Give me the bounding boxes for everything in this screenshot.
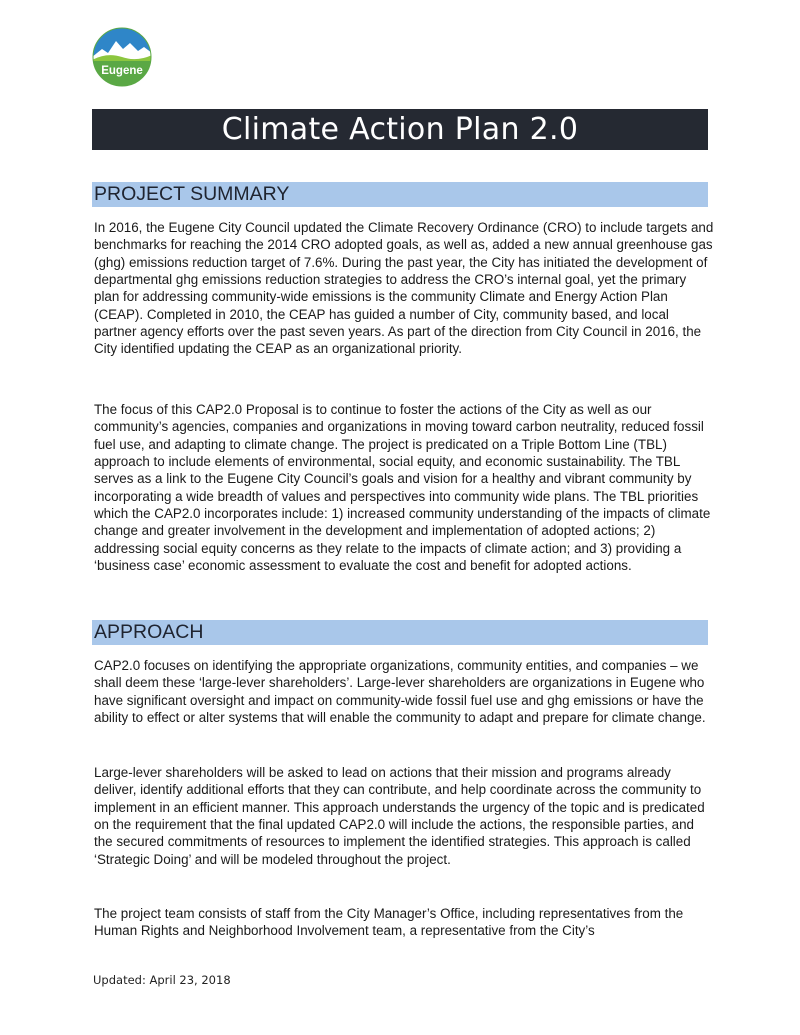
section-heading-project-summary: PROJECT SUMMARY — [92, 182, 708, 207]
logo-text: Eugene — [101, 65, 143, 77]
eugene-logo-icon — [92, 27, 152, 87]
document-title: Climate Action Plan 2.0 — [92, 109, 708, 150]
summary-paragraph-2: The focus of this CAP2.0 Proposal is to continue to foster the actions of the City as well as our community’s agencies, companies and organizations in moving toward carbon neutrality, reduced fossil fuel use, and adapting to climate change. The project is predicated on a Triple Bottom Line (TBL) approach to include elements of environmental, social equity, and economic sustainability. The TBL serves as a link to the Eugene City Council’s goals and vision for a healthy and vibrant community by incorporating a wide breadth of values and perspectives into community wide plans. The TBL priorities which the CAP2.0 incorporates include: 1) increased community understanding of the impacts of climate change and greater involvement in the development and implementation of adopted actions; 2) addressing social equity concerns as they relate to the impacts of climate action; and 3) providing a ‘business case’ economic assessment to evaluate the cost and benefit for adopted actions. — [94, 402, 711, 574]
section-heading-approach: APPROACH — [92, 620, 708, 645]
updated-date: Updated: April 23, 2018 — [93, 973, 231, 987]
approach-paragraph-1: CAP2.0 focuses on identifying the appropriate organizations, community entities, and companies – we shall deem these ‘large-lever shareholders’. Large-lever shareholders are organizations in Eugene who have significant oversight and impact on community-wide fossil fuel use and ghg emissions or have the ability to effect or alter systems that will enable the community to adapt and prepare for climate change. — [94, 658, 706, 726]
summary-paragraph-1: In 2016, the Eugene City Council updated the Climate Recovery Ordinance (CRO) to include targets and benchmarks for reaching the 2014 CRO adopted goals, as well as, added a new annual greenhouse gas (ghg) emissions reduction target of 7.6%. During the past year, the City has initiated the development of departmental ghg emissions reduction strategies to address the CRO’s internal goal, yet the primary plan for addressing community-wide emissions is the community Climate and Energy Action Plan (CEAP). Completed in 2010, the CEAP has guided a number of City, community based, and local partner agency efforts over the past seven years. As part of the direction from City Council in 2016, the City identified updating the CEAP as an organizational priority. — [94, 220, 714, 357]
approach-paragraph-3: The project team consists of staff from the City Manager’s Office, including representatives from the Human Rights and Neighborhood Involvement team, a representative from the City’s — [94, 906, 684, 939]
approach-paragraph-2: Large-lever shareholders will be asked to lead on actions that their mission and programs already deliver, identify additional efforts that they can contribute, and help coordinate across the community to implement in an efficient manner. This approach understands the urgency of the topic and is predicated on the requirement that the final updated CAP2.0 will include the actions, the responsible parties, and the secured commitments of resources to implement the identified strategies. This approach is called ‘Strategic Doing’ and will be modeled throughout the project. — [94, 765, 705, 867]
